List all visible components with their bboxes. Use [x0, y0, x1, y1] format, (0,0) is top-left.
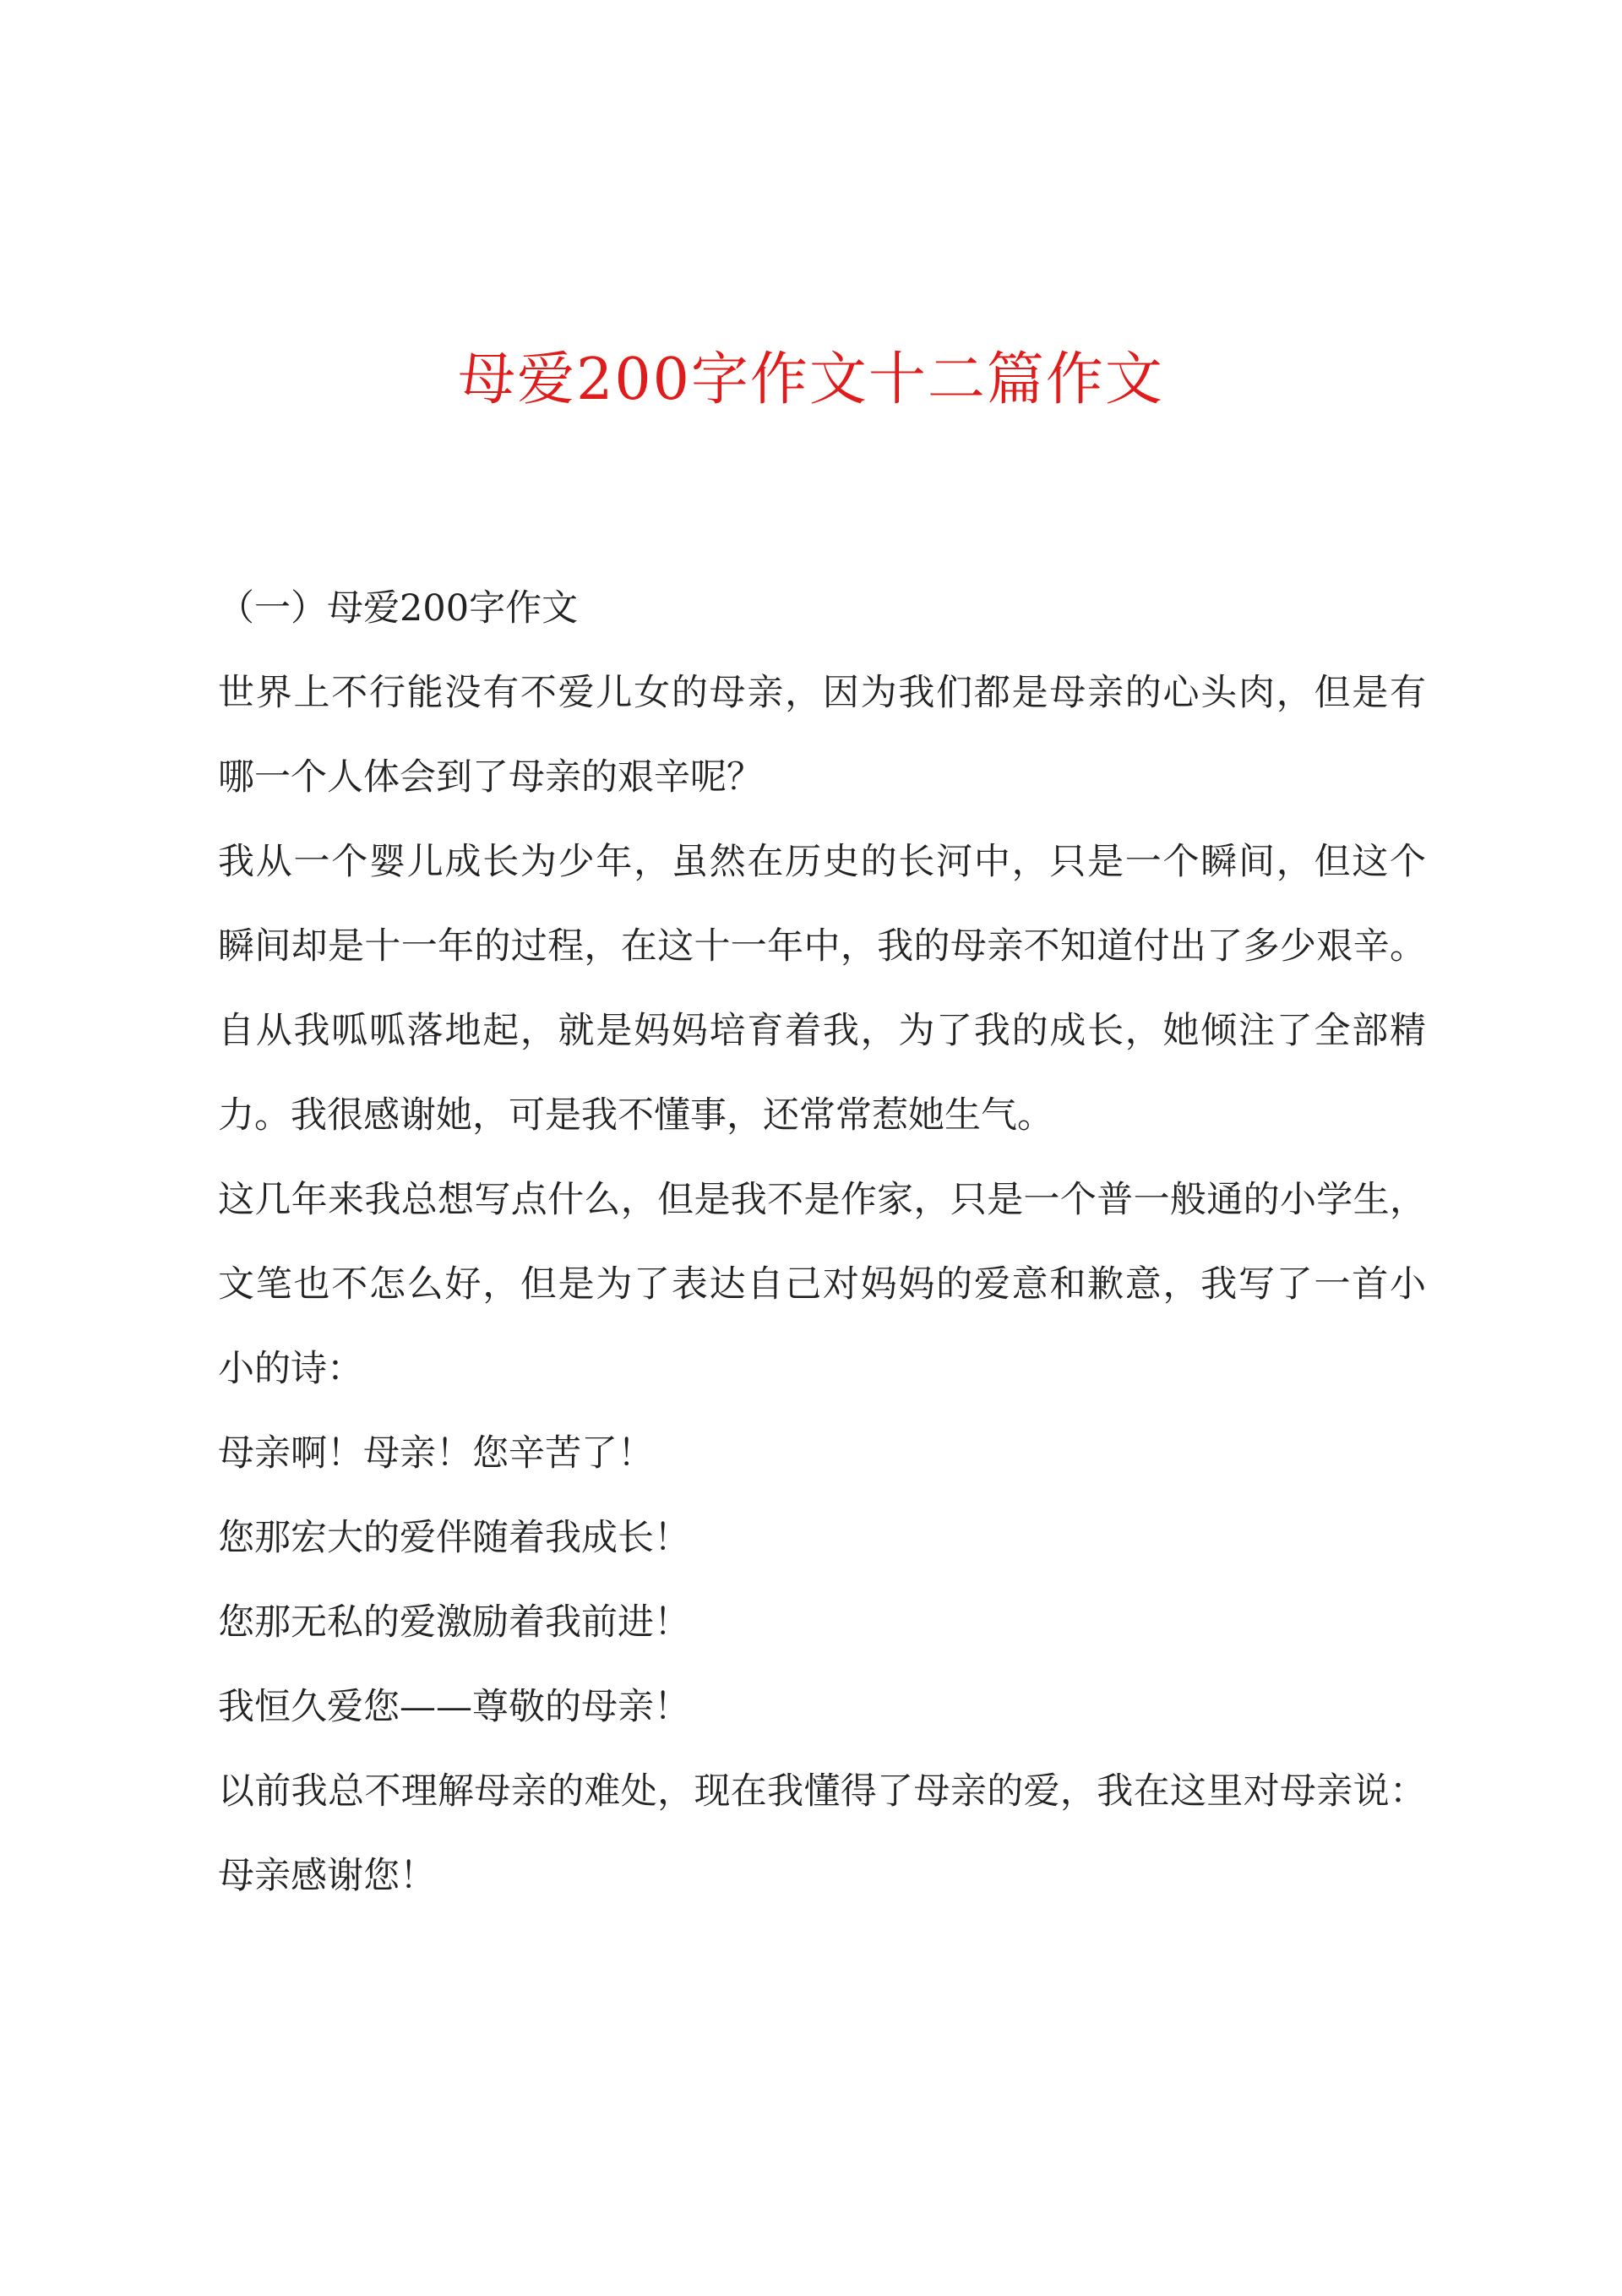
paragraph-line: 这几年来我总想写点什么，但是我不是作家，只是一个普一般通的小学生，	[218, 1179, 1426, 1221]
paragraph-line: 母亲感谢您！	[218, 1855, 436, 1897]
document-title: 母爱200字作文十二篇作文	[458, 346, 1164, 413]
paragraph-line: 世界上不行能没有不爱儿女的母亲，因为我们都是母亲的心头肉，但是有	[218, 672, 1426, 714]
poem-line: 我恒久爱您——尊敬的母亲！	[218, 1686, 690, 1728]
section-heading: （一）母爱200字作文	[218, 587, 579, 630]
poem-line: 母亲啊！母亲！您辛苦了！	[218, 1432, 654, 1475]
paragraph-line: 小的诗：	[218, 1348, 363, 1390]
poem-line: 您那宏大的爱伴随着我成长！	[218, 1517, 690, 1559]
document-body	[218, 566, 1426, 1918]
poem-line: 您那无私的爱激励着我前进！	[218, 1601, 690, 1644]
paragraph-line: 哪一个人体会到了母亲的艰辛呢？	[218, 756, 763, 799]
paragraph-line: 瞬间却是十一年的过程，在这十一年中，我的母亲不知道付出了多少艰辛。	[218, 925, 1426, 968]
paragraph-line: 文笔也不怎么好，但是为了表达自己对妈妈的爱意和歉意，我写了一首小	[218, 1263, 1426, 1306]
paragraph-line: 力。我很感谢她，可是我不懂事，还常常惹她生气。	[218, 1094, 1053, 1137]
paragraph-line: 我从一个婴儿成长为少年，虽然在历史的长河中，只是一个瞬间，但这个	[218, 841, 1426, 883]
paragraph-line: 以前我总不理解母亲的难处，现在我懂得了母亲的爱，我在这里对母亲说：	[218, 1770, 1426, 1813]
paragraph-line: 自从我呱呱落地起，就是妈妈培育着我，为了我的成长，她倾注了全部精	[218, 1010, 1426, 1052]
